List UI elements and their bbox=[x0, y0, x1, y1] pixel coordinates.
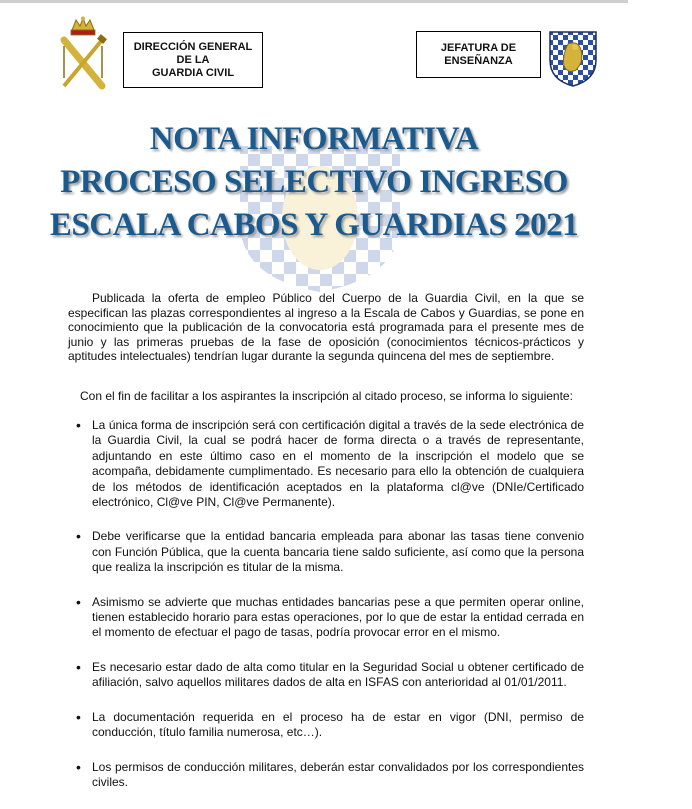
guardia-civil-emblem-icon bbox=[58, 16, 108, 92]
bullet-item: • Es necesario estar dado de alta como titular en la Seguridad Social u obtener certificado de afiliación, salvo aquellos militares dados de alta en ISFAS con anterioridad al 01/01/2011. bbox=[92, 660, 584, 691]
info-bullet-list bbox=[92, 418, 584, 809]
jefatura-shield-icon bbox=[548, 30, 598, 88]
bullet-item: • La documentación requerida en el proceso ha de estar en vigor (DNI, permiso de conducción, título familia numerosa, etc…). bbox=[92, 710, 584, 741]
bullet-item: • Los permisos de conducción militares, deberán estar convalidados por los correspondientes civiles. bbox=[92, 760, 584, 791]
title-line-1: NOTA INFORMATIVA bbox=[149, 121, 479, 157]
title-line-3: ESCALA CABOS Y GUARDIAS 2021 bbox=[49, 207, 579, 243]
lead-paragraph: Con el fin de facilitar a los aspirantes la inscripción al citado proceso, se informa lo siguiente: bbox=[80, 389, 573, 403]
direccion-general-box: DIRECCIÓN GENERAL DE LA GUARDIA CIVIL bbox=[123, 32, 263, 88]
intro-paragraph: Publicada la oferta de empleo Público del Cuerpo de la Guardia Civil, en la que se especifican las plazas correspondientes al ingreso a la Escala de Cabos y Guardias, se pone en conocimiento que la publicación de la convocatoria está programada para el presente mes de junio y las primeras pruebas de la fase de oposición (conocimientos técnicos-prácticos y aptitudes intelectuales) tendrían lugar durante la segunda quincena del mes de septiembre. bbox=[68, 291, 584, 364]
bullet-item: • Asimismo se advierte que muchas entidades bancarias pese a que permiten operar online, tienen establecido horario para estas operaciones, por lo que de estar la entidad cerrada en el momento de efectuar el pago de tasas, podría provocar error en el mismo. bbox=[92, 595, 584, 641]
document-title bbox=[0, 118, 628, 247]
bullet-item: • La única forma de inscripción será con certificación digital a través de la sede electrónica de la Guardia Civil, la cual se podrá hacer de forma directa o a través de representante, adjuntando en este último caso en el momento de la inscripción el modelo que se acompaña, debidamente cumplimentado. Es necesario para ello la obtención de cualquiera de los métodos de identificación aceptados en la plataforma cl@ve (DNIe/Certificado electrónico, Cl@ve PIN, Cl@ve Permanente). bbox=[92, 418, 584, 510]
title-line-2: PROCESO SELECTIVO INGRESO bbox=[60, 164, 568, 200]
bullet-item: • Debe verificarse que la entidad bancaria empleada para abonar las tasas tiene convenio con Función Pública, que la cuenta bancaria tiene saldo suficiente, así como que la persona que realiza la inscripción es titular de la misma. bbox=[92, 529, 584, 575]
top-rule bbox=[0, 0, 628, 3]
jefatura-ensenanza-box: JEFATURA DE ENSEÑANZA bbox=[416, 31, 541, 78]
